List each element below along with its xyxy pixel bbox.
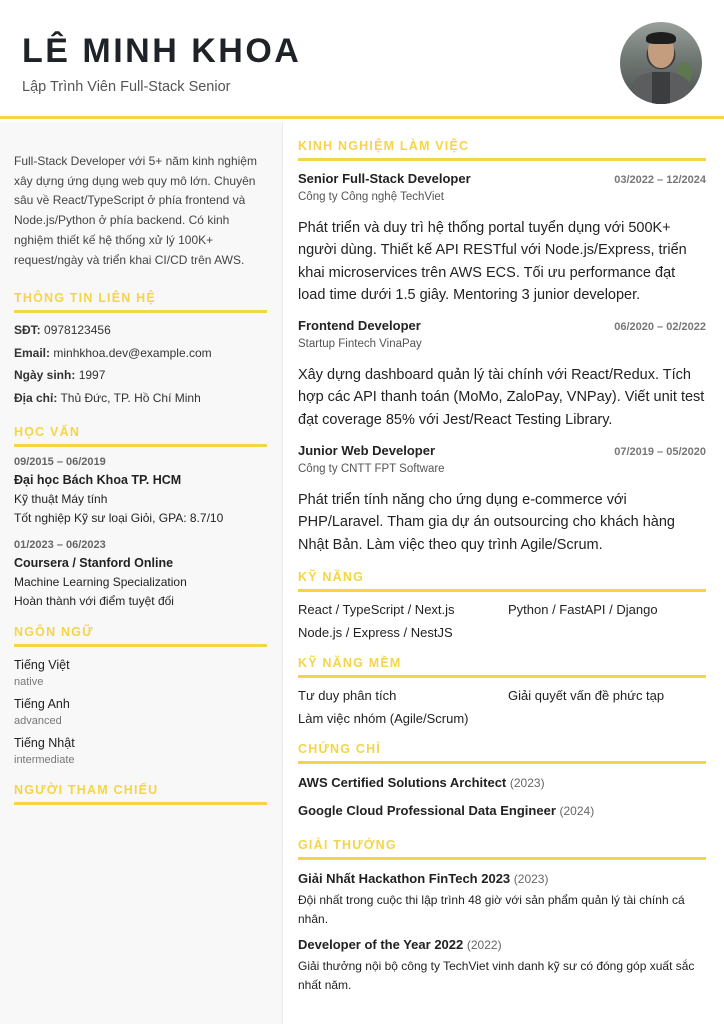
education-date: 09/2015 – 06/2019: [14, 456, 106, 469]
certificate-year: (2023): [509, 775, 545, 790]
certificate-year: (2024): [559, 803, 595, 818]
section-title: KỸ NĂNG: [298, 570, 706, 592]
section-title: NGƯỜI THAM CHIẾU: [14, 783, 267, 805]
section-title: KỸ NĂNG MỀM: [298, 656, 706, 678]
skill-item: React / TypeScript / Next.js: [298, 601, 455, 617]
award-name: Giải Nhất Hackathon FinTech 2023: [298, 870, 511, 886]
language-level: native: [14, 676, 44, 689]
experience-section: [298, 139, 706, 556]
job-title: Junior Web Developer: [298, 443, 436, 459]
main-content: [284, 122, 724, 1024]
language-item: [14, 655, 267, 690]
contact-section: [14, 291, 267, 409]
contact-label: Địa chỉ:: [14, 390, 58, 405]
avatar-shirt: [652, 72, 670, 104]
soft-skill-item: Tư duy phân tích: [298, 687, 397, 703]
language-item: [14, 694, 267, 729]
resume-header: [0, 0, 724, 119]
job-company: Công ty CNTT FPT Software: [298, 463, 445, 476]
contact-value: Thủ Đức, TP. Hồ Chí Minh: [60, 390, 201, 405]
certificate-item: [298, 802, 706, 820]
award-year: (2022): [466, 937, 502, 952]
section-title: KINH NGHIỆM LÀM VIỆC: [298, 139, 706, 161]
contact-value: 0978123456: [44, 323, 111, 338]
section-title: CHỨNG CHỈ: [298, 742, 706, 764]
contact-label: Email:: [14, 345, 51, 360]
education-date: 01/2023 – 06/2023: [14, 539, 106, 552]
job-title: Senior Full-Stack Developer: [298, 171, 471, 186]
job-date: 06/2020 – 02/2022: [614, 321, 706, 334]
language-level: advanced: [14, 715, 62, 728]
awards-section: [298, 838, 706, 996]
section-title: THÔNG TIN LIÊN HỆ: [14, 291, 267, 313]
education-school: Đại học Bách Khoa TP. HCM: [14, 473, 182, 488]
contact-label: Ngày sinh:: [14, 368, 76, 383]
avatar: [620, 22, 702, 104]
contact-value[interactable]: minhkhoa.dev@example.com: [53, 345, 212, 360]
section-title: HỌC VẤN: [14, 425, 267, 447]
job-company: Startup Fintech VinaPay: [298, 338, 422, 351]
job-item: [298, 171, 706, 306]
job-description: Phát triển và duy trì hệ thống portal tuyển dụng với 500K+ người dùng. Thiết kế API RESTful với Node.js/Express, triển khai microservices trên AWS ECS. Tối ưu performance đạt load time dưới 1.5 giây. Mentoring 3 junior developer.: [298, 220, 687, 303]
award-description: Đội nhất trong cuộc thi lập trình 48 giờ với sản phẩm quản lý tài chính cá nhân.: [298, 892, 685, 927]
references-section: [14, 783, 267, 805]
award-item: [298, 870, 706, 930]
job-date: 03/2022 – 12/2024: [614, 174, 706, 186]
job-title: Frontend Developer: [298, 318, 421, 334]
soft-skill-item: Giải quyết vấn đề phức tạp: [508, 687, 665, 703]
job-company: Công ty Công nghệ TechViet: [298, 191, 444, 203]
contact-phone: [14, 319, 267, 342]
education-item: [14, 454, 267, 527]
profile-summary: Full-Stack Developer với 5+ năm kinh nghiệm xây dựng ứng dụng web quy mô lớn. Chuyên sâu về React/TypeScript ở phía frontend và Node.js/Python ở phía backend. Có kinh nghiệm thiết kế hệ thống xử lý 100K+ request/ngày và triển khai CI/CD trên AWS.: [14, 154, 257, 267]
language-level: intermediate: [14, 754, 75, 767]
avatar-hair: [646, 32, 676, 44]
contact-label: SĐT:: [14, 323, 41, 338]
education-major: Kỹ thuật Máy tính: [14, 492, 108, 507]
languages-section: [14, 625, 267, 768]
sidebar: [0, 122, 283, 1024]
certificate-item: [298, 774, 706, 792]
language-name: Tiếng Việt: [14, 658, 70, 673]
education-item: [14, 537, 267, 610]
skills-section: [298, 570, 706, 642]
language-item: [14, 733, 267, 768]
award-year: (2023): [513, 871, 549, 886]
award-item: [298, 936, 706, 996]
certificates-section: [298, 742, 706, 820]
education-section: [14, 425, 267, 610]
candidate-name: LÊ MINH KHOA: [22, 32, 302, 70]
contact-email: [14, 342, 267, 365]
section-title: NGÔN NGỮ: [14, 625, 267, 647]
certificate-name: Google Cloud Professional Data Engineer: [298, 802, 556, 818]
award-name: Developer of the Year 2022: [298, 936, 464, 952]
skill-item: Node.js / Express / NestJS: [298, 624, 453, 640]
education-school: Coursera / Stanford Online: [14, 556, 174, 571]
contact-address: [14, 387, 267, 410]
education-note: Tốt nghiệp Kỹ sư loại Giỏi, GPA: 8.7/10: [14, 510, 224, 525]
job-item: [298, 318, 706, 431]
skill-item: Python / FastAPI / Django: [508, 601, 658, 617]
language-name: Tiếng Anh: [14, 697, 70, 712]
candidate-title: Lập Trình Viên Full-Stack Senior: [22, 79, 231, 95]
job-date: 07/2019 – 05/2020: [614, 446, 706, 459]
job-description: Phát triển tính năng cho ứng dụng e-commerce với PHP/Laravel. Tham gia dự án outsourcing cho khách hàng Nhật Bản. Làm việc theo quy trình Agile/Scrum.: [298, 492, 675, 553]
job-description: Xây dựng dashboard quản lý tài chính với React/Redux. Tích hợp các API thanh toán (MoMo, ZaloPay, VNPay). Viết unit test đạt coverage 85% với Jest/React Testing Library.: [298, 367, 705, 428]
certificate-name: AWS Certified Solutions Architect: [298, 774, 507, 790]
section-title: GIẢI THƯỞNG: [298, 838, 706, 860]
education-note: Hoàn thành với điểm tuyệt đối: [14, 593, 174, 608]
education-major: Machine Learning Specialization: [14, 575, 187, 590]
contact-birthdate: [14, 364, 267, 387]
contact-value: 1997: [78, 368, 106, 383]
award-description: Giải thưởng nội bộ công ty TechViet vinh danh kỹ sư có đóng góp xuất sắc nhất năm.: [298, 958, 695, 993]
job-item: [298, 443, 706, 556]
soft-skill-item: Làm việc nhóm (Agile/Scrum): [298, 710, 469, 726]
language-name: Tiếng Nhật: [14, 736, 75, 751]
soft-skills-section: [298, 656, 706, 728]
